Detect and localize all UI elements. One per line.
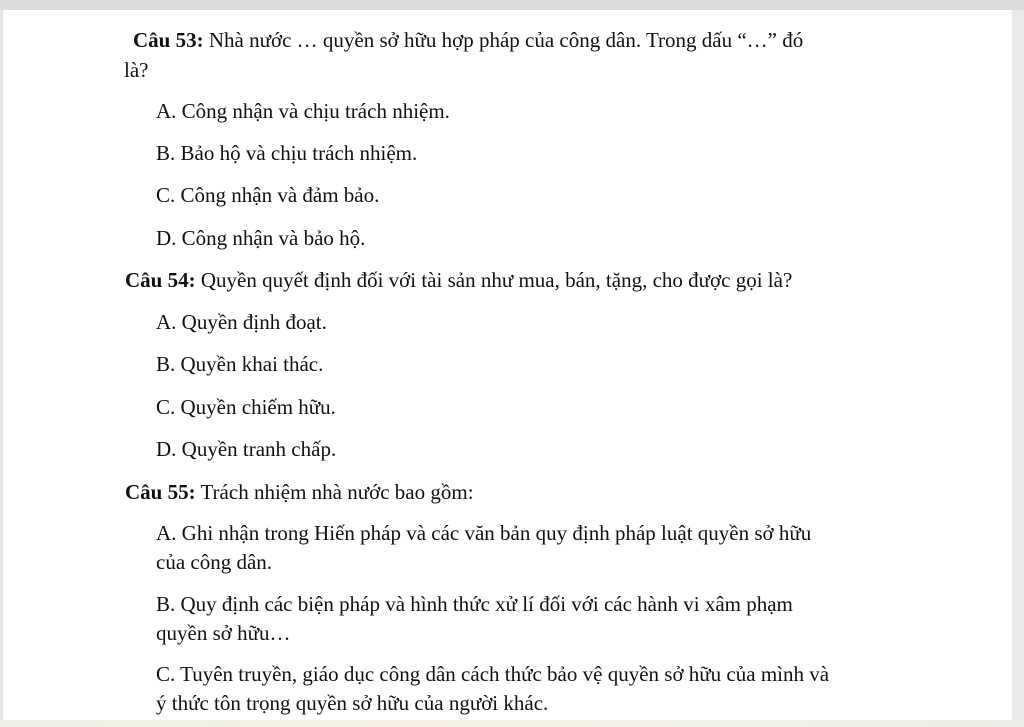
question-54-option-d: D. Quyền tranh chấp. [156,437,337,461]
question-55-option-b: B. Quy định các biện pháp và hình thức xử lí đối với các hành vi xâm phạm [156,592,793,616]
question-53-option-b: B. Bảo hộ và chịu trách nhiệm. [156,141,418,165]
question-54-option-a: A. Quyền định đoạt. [156,310,327,334]
question-55-option-c-continued: ý thức tôn trọng quyền sở hữu của người khác. [156,691,549,715]
question-54-label: Câu 54: [125,268,196,292]
question-55-text: Trách nhiệm nhà nước bao gồm: [195,480,474,504]
top-strip [0,0,1024,10]
question-53-option-d: D. Công nhận và bảo hộ. [156,226,366,250]
question-53-label: Câu 53: [133,28,204,52]
question-55-option-c: C. Tuyên truyền, giáo dục công dân cách thức bảo vệ quyền sở hữu của mình và [156,662,830,686]
question-54-text: Quyền quyết định đối với tài sản như mua, bán, tặng, cho được gọi là? [195,268,793,292]
question-55 [125,478,474,506]
question-53-text: Nhà nước … quyền sở hữu hợp pháp của công dân. Trong dấu “…” đó [203,28,804,52]
bottom-strip [0,720,1024,727]
question-55-option-a: A. Ghi nhận trong Hiến pháp và các văn bản quy định pháp luật quyền sở hữu [156,521,812,545]
question-53-option-c: C. Công nhận và đảm bảo. [156,183,380,207]
question-54 [125,266,792,294]
question-53 [133,26,803,54]
question-53-text-continued: là? [124,58,149,82]
question-55-label: Câu 55: [125,480,196,504]
right-gutter [1012,10,1024,727]
question-54-option-c: C. Quyền chiếm hữu. [156,395,336,419]
question-54-option-b: B. Quyền khai thác. [156,352,324,376]
question-55-option-b-continued: quyền sở hữu… [156,621,291,645]
question-53-option-a: A. Công nhận và chịu trách nhiệm. [156,99,450,123]
question-55-option-a-continued: của công dân. [156,550,273,574]
